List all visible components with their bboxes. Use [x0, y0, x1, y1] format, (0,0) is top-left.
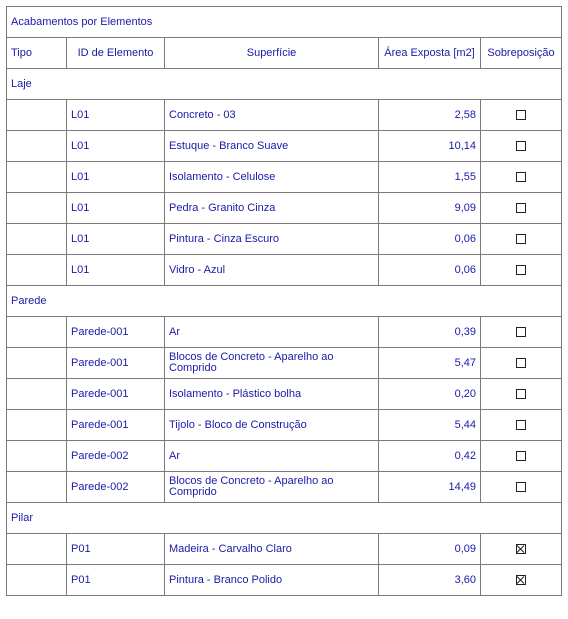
superficie-cell: Blocos de Concreto - Aparelho ao Comprido — [165, 348, 379, 379]
id-cell: P01 — [67, 534, 165, 565]
superficie-cell: Vidro - Azul — [165, 255, 379, 286]
sobreposicao-checkbox[interactable] — [516, 327, 526, 337]
area-cell: 0,06 — [379, 255, 481, 286]
sobreposicao-cell — [481, 317, 562, 348]
table-row — [7, 255, 562, 286]
sobreposicao-checkbox[interactable] — [516, 389, 526, 399]
superficie-cell: Pedra - Granito Cinza — [165, 193, 379, 224]
column-header-tipo: Tipo — [7, 38, 67, 69]
sobreposicao-checkbox[interactable] — [516, 172, 526, 182]
id-cell: L01 — [67, 100, 165, 131]
schedule-table — [6, 6, 562, 596]
superficie-cell: Concreto - 03 — [165, 100, 379, 131]
id-cell: Parede-001 — [67, 317, 165, 348]
sobreposicao-cell — [481, 534, 562, 565]
tipo-cell — [7, 100, 67, 131]
sobreposicao-checkbox[interactable] — [516, 420, 526, 430]
group-label: Pilar — [7, 503, 562, 534]
superficie-cell: Blocos de Concreto - Aparelho ao Comprido — [165, 472, 379, 503]
sobreposicao-checkbox[interactable] — [516, 575, 526, 585]
schedule-title-row — [7, 7, 562, 38]
sobreposicao-cell — [481, 193, 562, 224]
table-row — [7, 131, 562, 162]
id-cell: Parede-001 — [67, 379, 165, 410]
area-cell: 1,55 — [379, 162, 481, 193]
sobreposicao-checkbox[interactable] — [516, 482, 526, 492]
table-row — [7, 348, 562, 379]
area-cell: 0,39 — [379, 317, 481, 348]
sobreposicao-cell — [481, 441, 562, 472]
sobreposicao-checkbox[interactable] — [516, 110, 526, 120]
id-cell: P01 — [67, 565, 165, 596]
id-cell: Parede-002 — [67, 472, 165, 503]
superficie-cell: Isolamento - Plástico bolha — [165, 379, 379, 410]
area-cell: 0,42 — [379, 441, 481, 472]
table-row — [7, 441, 562, 472]
table-row — [7, 317, 562, 348]
area-cell: 14,49 — [379, 472, 481, 503]
tipo-cell — [7, 472, 67, 503]
sobreposicao-cell — [481, 410, 562, 441]
tipo-cell — [7, 255, 67, 286]
area-cell: 10,14 — [379, 131, 481, 162]
area-cell: 2,58 — [379, 100, 481, 131]
area-cell: 0,06 — [379, 224, 481, 255]
table-row — [7, 472, 562, 503]
tipo-cell — [7, 410, 67, 441]
superficie-cell: Ar — [165, 317, 379, 348]
table-row — [7, 410, 562, 441]
sobreposicao-checkbox[interactable] — [516, 544, 526, 554]
area-cell: 5,44 — [379, 410, 481, 441]
sobreposicao-cell — [481, 472, 562, 503]
superficie-cell: Madeira - Carvalho Claro — [165, 534, 379, 565]
area-cell: 5,47 — [379, 348, 481, 379]
table-row — [7, 162, 562, 193]
sobreposicao-cell — [481, 565, 562, 596]
group-label: Parede — [7, 286, 562, 317]
area-cell: 0,09 — [379, 534, 481, 565]
id-cell: L01 — [67, 131, 165, 162]
id-cell: Parede-001 — [67, 348, 165, 379]
table-row — [7, 534, 562, 565]
column-header-id: ID de Elemento — [67, 38, 165, 69]
group-row — [7, 503, 562, 534]
tipo-cell — [7, 441, 67, 472]
area-cell: 0,20 — [379, 379, 481, 410]
group-row — [7, 286, 562, 317]
id-cell: L01 — [67, 255, 165, 286]
superficie-cell: Pintura - Branco Polido — [165, 565, 379, 596]
column-header-row — [7, 38, 562, 69]
table-row — [7, 379, 562, 410]
sobreposicao-checkbox[interactable] — [516, 234, 526, 244]
sobreposicao-cell — [481, 131, 562, 162]
id-cell: L01 — [67, 224, 165, 255]
sobreposicao-cell — [481, 162, 562, 193]
id-cell: Parede-001 — [67, 410, 165, 441]
sobreposicao-cell — [481, 379, 562, 410]
table-row — [7, 193, 562, 224]
schedule-title: Acabamentos por Elementos — [7, 7, 562, 38]
sobreposicao-cell — [481, 348, 562, 379]
sobreposicao-checkbox[interactable] — [516, 203, 526, 213]
sobreposicao-checkbox[interactable] — [516, 358, 526, 368]
tipo-cell — [7, 565, 67, 596]
sobreposicao-checkbox[interactable] — [516, 141, 526, 151]
superficie-cell: Pintura - Cinza Escuro — [165, 224, 379, 255]
id-cell: L01 — [67, 193, 165, 224]
group-row — [7, 69, 562, 100]
column-header-area: Área Exposta [m2] — [379, 38, 481, 69]
id-cell: Parede-002 — [67, 441, 165, 472]
area-cell: 9,09 — [379, 193, 481, 224]
table-row — [7, 100, 562, 131]
tipo-cell — [7, 193, 67, 224]
superficie-cell: Estuque - Branco Suave — [165, 131, 379, 162]
table-row — [7, 565, 562, 596]
tipo-cell — [7, 162, 67, 193]
table-row — [7, 224, 562, 255]
superficie-cell: Isolamento - Celulose — [165, 162, 379, 193]
area-cell: 3,60 — [379, 565, 481, 596]
sobreposicao-checkbox[interactable] — [516, 265, 526, 275]
superficie-cell: Tijolo - Bloco de Construção — [165, 410, 379, 441]
tipo-cell — [7, 379, 67, 410]
tipo-cell — [7, 317, 67, 348]
sobreposicao-cell — [481, 100, 562, 131]
superficie-cell: Ar — [165, 441, 379, 472]
tipo-cell — [7, 534, 67, 565]
tipo-cell — [7, 131, 67, 162]
sobreposicao-cell — [481, 255, 562, 286]
id-cell: L01 — [67, 162, 165, 193]
schedule-body — [7, 69, 562, 596]
column-header-sobreposicao: Sobreposição — [481, 38, 562, 69]
sobreposicao-cell — [481, 224, 562, 255]
sobreposicao-checkbox[interactable] — [516, 451, 526, 461]
tipo-cell — [7, 348, 67, 379]
column-header-superficie: Superfície — [165, 38, 379, 69]
tipo-cell — [7, 224, 67, 255]
group-label: Laje — [7, 69, 562, 100]
